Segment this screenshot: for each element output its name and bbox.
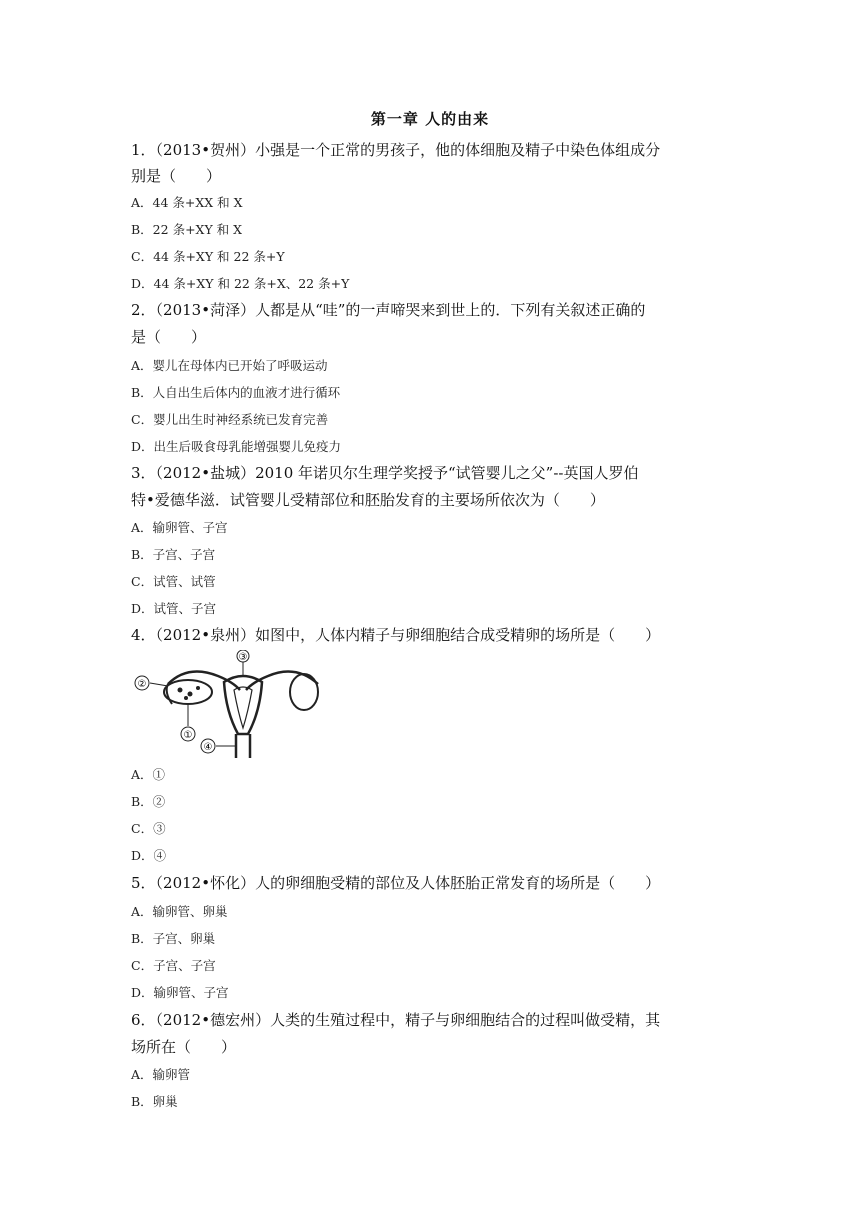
figure-label-4: ④ [203,742,213,753]
question-4-option-a: A．① [131,767,166,782]
question-5-option-d: D．输卵管、子宫 [131,985,229,1000]
question-1-stem-line-1: 1．（2013•贺州）小强是一个正常的男孩子，他的体细胞及精子中染色体组成分 [131,141,661,159]
question-4-option-d: D．④ [131,848,167,863]
question-5-option-b: B．子宫、卵巢 [131,931,216,946]
question-2-stem-line-2: 是（ ） [131,328,207,346]
question-2-option-b: B．人自出生后体内的血液才进行循环 [131,385,341,400]
question-6-stem-line-1: 6．（2012•德宏州）人类的生殖过程中，精子与卵细胞结合的过程叫做受精，其 [131,1011,661,1029]
question-3-stem-line-1: 3．（2012•盐城）2010 年诺贝尔生理学奖授予“试管婴儿之父”--英国人罗伯 [131,464,639,482]
question-5-stem-line-1: 5．（2012•怀化）人的卵细胞受精的部位及人体胚胎正常发育的场所是（ ） [131,874,661,892]
question-2-option-d: D．出生后吸食母乳能增强婴儿免疫力 [131,439,342,454]
question-3-option-a: A．输卵管、子宫 [131,520,228,535]
question-1-stem-line-2: 别是（ ） [131,167,222,185]
uterus [224,676,262,734]
question-4-option-b: B．② [131,794,166,809]
vagina [236,734,250,758]
figure-label-1: ① [183,730,193,741]
question-6-option-a: A．输卵管 [131,1067,191,1082]
question-1-option-c: C．44 条+XY 和 22 条+Y [131,249,285,264]
question-1-option-b: B．22 条+XY 和 X [131,222,243,237]
question-3-option-c: C．试管、试管 [131,574,216,589]
chapter-title: 第一章 人的由来 [370,110,490,128]
question-4-option-c: C．③ [131,821,166,836]
question-3-option-b: B．子宫、子宫 [131,547,216,562]
question-2-option-c: C．婴儿出生时神经系统已发育完善 [131,412,329,427]
question-4-stem-line-1: 4．（2012•泉州）如图中，人体内精子与卵细胞结合成受精卵的场所是（ ） [131,626,661,644]
question-6-option-b: B．卵巢 [131,1094,178,1109]
question-3-stem-line-2: 特•爱德华滋．试管婴儿受精部位和胚胎发育的主要场所依次为（ ） [131,491,605,509]
question-2-stem-line-1: 2．（2013•菏泽）人都是从“哇”的一声啼哭来到世上的．下列有关叙述正确的 [131,301,646,319]
figure-label-3: ③ [238,652,248,663]
question-6-stem-line-2: 场所在（ ） [131,1038,237,1056]
question-5-option-a: A．输卵管、卵巢 [131,904,228,919]
question-2-option-a: A．婴儿在母体内已开始了呼吸运动 [131,358,328,373]
question-3-option-d: D．试管、子宫 [131,601,217,616]
figure-label-2: ② [137,679,147,690]
question-1-option-a: A．44 条+XX 和 X [131,195,243,210]
question-5-option-c: C．子宫、子宫 [131,958,216,973]
question-1-option-d: D．44 条+XY 和 22 条+X、22 条+Y [131,276,350,291]
left-ovary [164,680,212,704]
uterus-diagram [128,650,338,760]
